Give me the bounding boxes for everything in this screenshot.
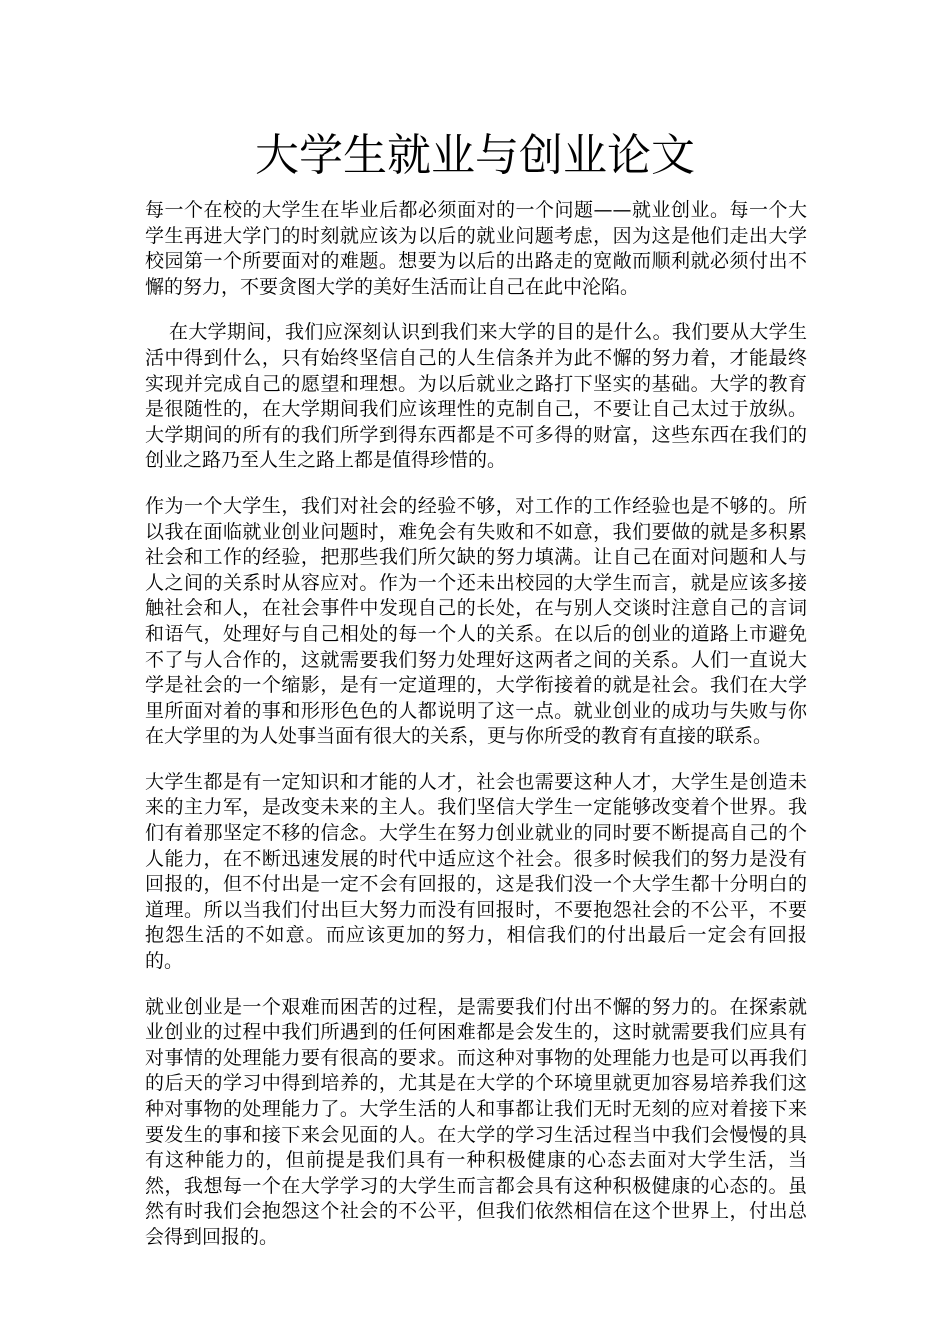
paragraph-2: 在大学期间，我们应深刻认识到我们来大学的目的是什么。我们要从大学生活中得到什么，只有始终坚信自己的人生信条并为此不懈的努力着，才能最终实现并完成自己的愿望和理想。为以后就业之路打下坚实的基础。大学的教育是很随性的，在大学期间我们应该理性的克制自己，不要让自己太过于放纵。大学期间的所有的我们所学到得东西都是不可多得的财富，这些东西在我们的创业之路乃至人生之路上都是值得珍惜的。 — [145, 321, 807, 472]
paragraph-1: 每一个在校的大学生在毕业后都必须面对的一个问题——就业创业。每一个大学生再进大学门的时刻就应该为以后的就业问题考虑，因为这是他们走出大学校园第一个所要面对的难题。想要为以后的出路走的宽敞而顺利就必须付出不懈的努力，不要贪图大学的美好生活而让自己在此中沦陷。 — [145, 199, 807, 298]
paragraph-4: 大学生都是有一定知识和才能的人才，社会也需要这种人才，大学生是创造未来的主力军，是改变未来的主人。我们坚信大学生一定能够改变着个世界。我们有着那坚定不移的信念。大学生在努力创业就业的同时要不断提高自己的个人能力，在不断迅速发展的时代中适应这个社会。很多时候我们的努力是没有回报的，但不付出是一定不会有回报的，这是我们没一个大学生都十分明白的道理。所以当我们付出巨大努力而没有回报时，不要抱怨社会的不公平，不要抱怨生活的不如意。而应该更加的努力，相信我们的付出最后一定会有回报的。 — [145, 770, 807, 973]
paragraph-5: 就业创业是一个艰难而困苦的过程，是需要我们付出不懈的努力的。在探索就业创业的过程中我们所遇到的任何困难都是会发生的，这时就需要我们应具有对事情的处理能力要有很高的要求。而这种对事物的处理能力也是可以再我们的后天的学习中得到培养的，尤其是在大学的个环境里就更加容易培养我们这种对事物的处理能力了。大学生活的人和事都让我们无时无刻的应对着接下来要发生的事和接下来会见面的人。在大学的学习生活过程当中我们会慢慢的具有这种能力的，但前提是我们具有一种积极健康的心态去面对大学生活，当然，我想每一个在大学学习的大学生而言都会具有这种积极健康的心态的。虽然有时我们会抱怨这个社会的不公平，但我们依然相信在这个世界上，付出总会得到回报的。 — [145, 995, 807, 1248]
document-body — [145, 198, 807, 1271]
document-title: 大学生就业与创业论文 — [255, 130, 695, 181]
paragraph-3: 作为一个大学生，我们对社会的经验不够，对工作的工作经验也是不够的。所以我在面临就业创业问题时，难免会有失败和不如意，我们要做的就是多积累社会和工作的经验，把那些我们所欠缺的努力填满。让自己在面对问题和人与人之间的关系时从容应对。作为一个还未出校园的大学生而言，就是应该多接触社会和人，在社会事件中发现自己的长处，在与别人交谈时注意自己的言词和语气，处理好与自己相处的每一个人的关系。在以后的创业的道路上市避免不了与人合作的，这就需要我们努力处理好这两者之间的关系。人们一直说大学是社会的一个缩影，是有一定道理的，大学衔接着的就是社会。我们在大学里所面对着的事和形形色色的人都说明了这一点。就业创业的成功与失败与你在大学里的为人处事当面有很大的关系，更与你所受的教育有直接的联系。 — [145, 494, 807, 748]
